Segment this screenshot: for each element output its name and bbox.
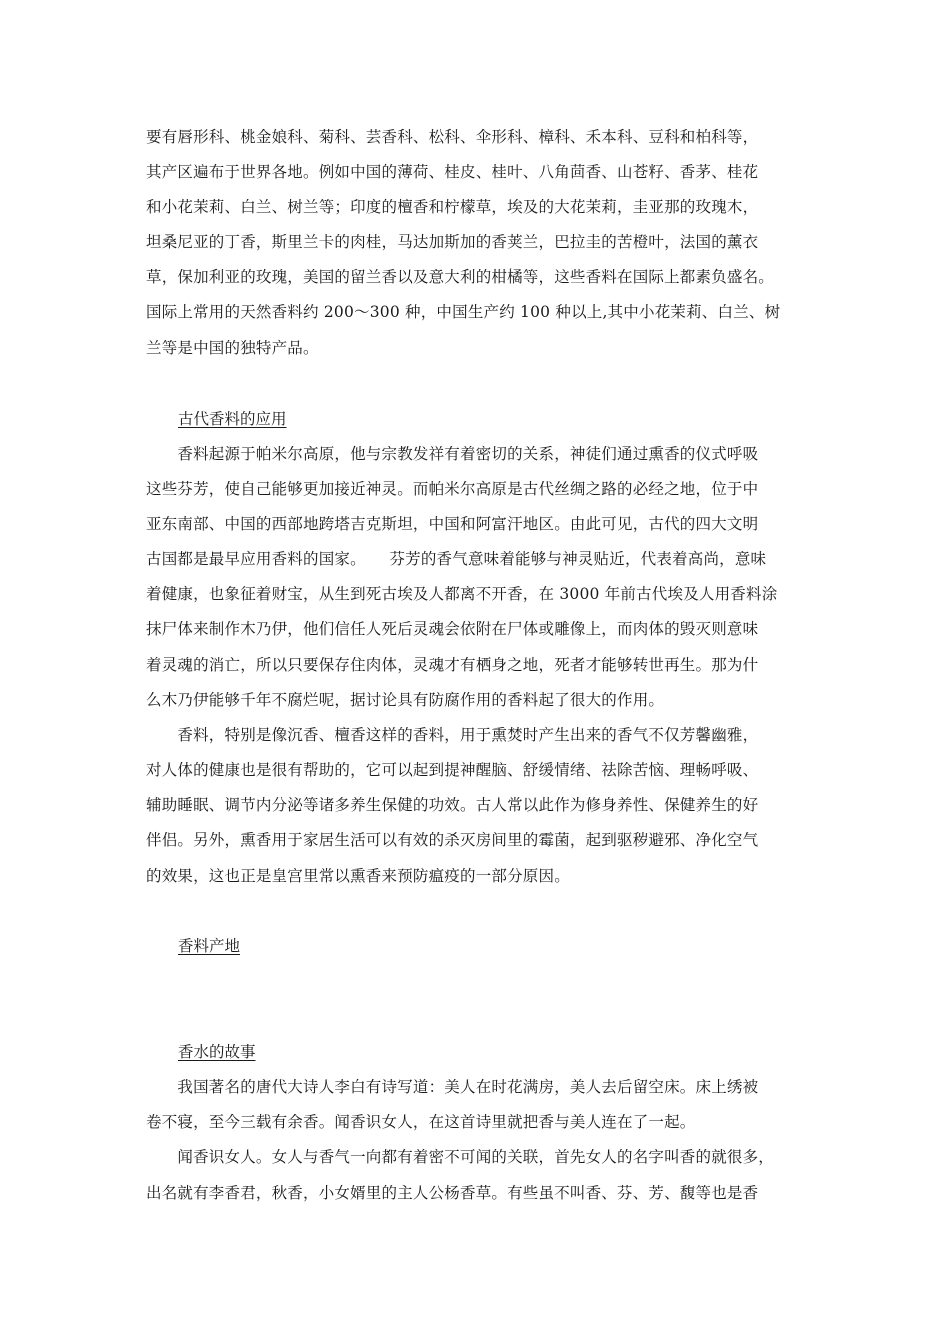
ancient-line-6: 抹尸体来制作木乃伊，他们信任人死后灵魂会依附在尸体或雕像上，而肉体的毁灭则意味 [146, 620, 759, 638]
ancient-line-8: 么木乃伊能够千年不腐烂呢，据讨论具有防腐作用的香料起了很大的作用。 [146, 691, 665, 709]
intro-line-1: 要有唇形科、桃金娘科、菊科、芸香科、松科、伞形科、樟科、禾本科、豆科和柏科等， [146, 128, 759, 146]
ancient-line-11: 辅助睡眠、调节内分泌等诸多养生保健的功效。古人常以此作为修身养性、保健养生的好 [146, 796, 759, 814]
section-heading-ancient: 古代香料的应用 [178, 410, 287, 428]
intro-line-3: 和小花茉莉、白兰、树兰等；印度的檀香和柠檬草，埃及的大花茉莉，圭亚那的玫瑰木， [146, 198, 759, 216]
section-heading-perfume: 香水的故事 [178, 1043, 256, 1061]
ancient-line-2: 这些芬芳，使自己能够更加接近神灵。而帕米尔高原是古代丝绸之路的必经之地，位于中 [146, 480, 759, 498]
ancient-line-4: 古国都是最早应用香料的国家。 芬芳的香气意味着能够与神灵贴近，代表着高尚，意味 [146, 550, 767, 568]
ancient-line-7: 着灵魂的消亡，所以只要保存住肉体，灵魂才有栖身之地，死者才能够转世再生。那为什 [146, 656, 759, 674]
ancient-line-5: 着健康，也象征着财宝，从生到死古埃及人都离不开香，在 3000 年前古代埃及人用香料涂 [146, 585, 778, 603]
intro-line-6: 国际上常用的天然香料约 200～300 种，中国生产约 100 种以上,其中小花茉莉、白兰、树 [146, 303, 781, 321]
intro-line-5: 草，保加利亚的玫瑰，美国的留兰香以及意大利的柑橘等，这些香料在国际上都素负盛名。 [146, 268, 775, 286]
section-heading-origin: 香料产地 [178, 937, 241, 955]
perfume-line-2: 卷不寝，至今三载有余香。闻香识女人，在这首诗里就把香与美人连在了一起。 [146, 1113, 696, 1131]
ancient-line-9: 香料，特别是像沉香、檀香这样的香料，用于熏焚时产生出来的香气不仅芳馨幽雅， [146, 726, 759, 744]
intro-line-4: 坦桑尼亚的丁香，斯里兰卡的肉桂，马达加斯加的香荚兰，巴拉圭的苦橙叶，法国的薰衣 [146, 233, 759, 251]
intro-line-2: 其产区遍布于世界各地。例如中国的薄荷、桂皮、桂叶、八角茴香、山苍籽、香茅、桂花 [146, 163, 759, 181]
ancient-line-12: 伴侣。另外，熏香用于家居生活可以有效的杀灭房间里的霉菌，起到驱秽避邪、净化空气 [146, 831, 759, 849]
intro-line-7: 兰等是中国的独特产品。 [146, 339, 319, 357]
ancient-line-1: 香料起源于帕米尔高原，他与宗教发祥有着密切的关系，神徒们通过熏香的仪式呼吸 [146, 445, 759, 463]
ancient-line-10: 对人体的健康也是很有帮助的，它可以起到提神醒脑、舒缓情绪、祛除苦恼、理畅呼吸、 [146, 761, 759, 779]
ancient-line-13: 的效果，这也正是皇宫里常以熏香来预防瘟疫的一部分原因。 [146, 867, 570, 885]
perfume-line-3: 闻香识女人。女人与香气一向都有着密不可闻的关联，首先女人的名字叫香的就很多， [146, 1148, 775, 1166]
ancient-line-3: 亚东南部、中国的西部地跨塔吉克斯坦，中国和阿富汗地区。由此可见，古代的四大文明 [146, 515, 759, 533]
perfume-line-4: 出名就有李香君，秋香，小女婿里的主人公杨香草。有些虽不叫香、芬、芳、馥等也是香 [146, 1184, 759, 1202]
perfume-line-1: 我国著名的唐代大诗人李白有诗写道：美人在时花满房，美人去后留空床。床上绣被 [146, 1078, 759, 1096]
